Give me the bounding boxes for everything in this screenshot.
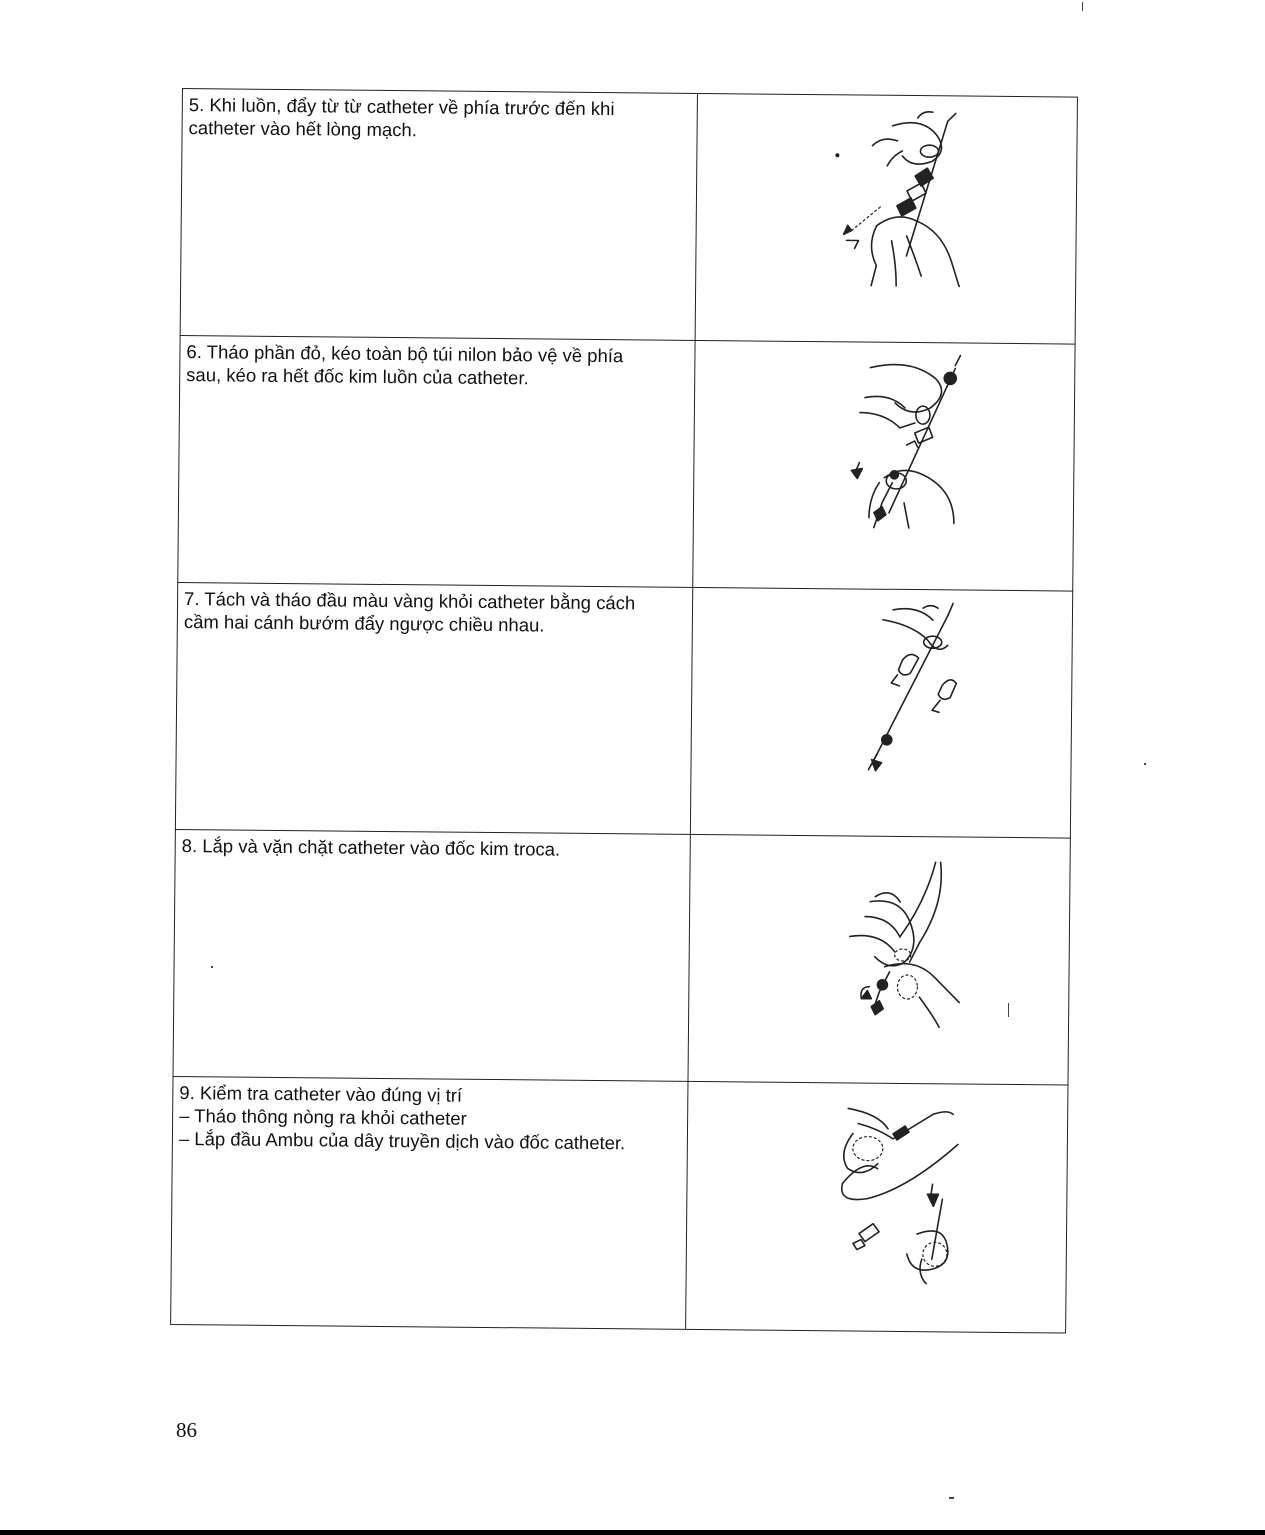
separating-butterfly-wings-icon <box>791 599 993 791</box>
table-row <box>177 335 1075 592</box>
step-illustration-cell <box>693 341 1075 592</box>
step-text-cell <box>175 583 693 835</box>
scan-speck <box>1144 763 1146 765</box>
step-text-line: cầm hai cánh bướm đẩy ngược chiều nhau. <box>183 611 545 636</box>
step-text-cell <box>180 89 698 341</box>
step-illustration-cell <box>688 835 1070 1086</box>
step-text-cell <box>177 336 695 588</box>
step-text-line: catheter vào hết lòng mạch. <box>188 117 418 141</box>
connecting-infusion-line-icon <box>787 1093 989 1285</box>
table-row <box>170 1076 1068 1334</box>
step-text-line: 6. Tháo phần đỏ, kéo toàn bộ túi nilon bảo vệ về phía <box>186 341 624 367</box>
scan-speck <box>1008 1003 1009 1017</box>
step-text-cell <box>170 1077 688 1329</box>
table-row <box>173 829 1071 1086</box>
step-text-line: 5. Khi luồn, đẩy từ từ catheter về phía trước đến khi <box>188 94 615 120</box>
scan-speck <box>949 1497 954 1499</box>
table-row <box>175 582 1073 839</box>
screwing-catheter-onto-trocar-icon <box>789 846 991 1038</box>
step-illustration-cell <box>691 588 1073 839</box>
step-text-cell <box>173 830 691 1082</box>
step-text-line: 9. Kiểm tra catheter vào đúng vị trí <box>179 1082 463 1106</box>
table-row <box>180 88 1078 345</box>
procedure-steps-table <box>170 88 1078 1353</box>
step-text-line: sau, kéo ra hết đốc kim luồn của catheter. <box>186 364 529 389</box>
scan-bottom-edge <box>0 1530 1265 1535</box>
page-number: 86 <box>176 1418 197 1442</box>
scan-speck <box>211 966 213 968</box>
step-text-line: – Tháo thông nòng ra khỏi catheter <box>179 1105 467 1129</box>
step-text-line: 7. Tách và tháo đầu màu vàng khỏi catheter bằng cách <box>183 588 636 614</box>
scan-speck <box>1082 2 1083 11</box>
step-illustration-cell <box>686 1082 1068 1333</box>
step-illustration-cell <box>696 94 1078 345</box>
hands-advancing-catheter-icon <box>796 105 998 297</box>
step-text-line: 8. Lắp và vặn chặt catheter vào đốc kim troca. <box>181 835 561 860</box>
step-text-line: – Lắp đầu Ambu của dây truyền dịch vào đốc catheter. <box>178 1128 626 1154</box>
hands-removing-nylon-sheath-icon <box>794 352 996 544</box>
